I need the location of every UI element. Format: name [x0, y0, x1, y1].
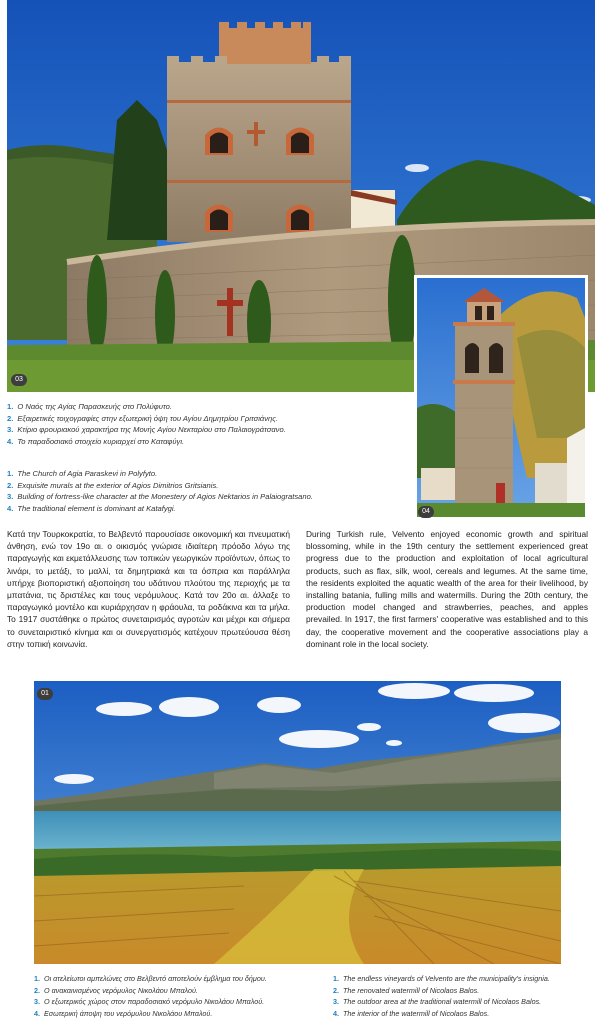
caption-item: 1. The endless vineyards of Velvento are the municipality's insignia. [333, 974, 550, 983]
caption-item: 3. The outdoor area at the traditional watermill of Nicolaos Balos. [333, 997, 542, 1007]
photo-number-badge: 03 [11, 374, 27, 386]
captions-greek-bottom [34, 973, 324, 1020]
caption-item: 2. The renovated watermill of Nicolaos Balos. [333, 985, 480, 995]
captions-english-bottom [333, 973, 591, 1020]
caption-item: 4. The interior of the watermill of Nicolaos Balos. [333, 1009, 490, 1019]
caption-item: 2. Exquisite murals at the exterior of Agios Dimitrios Gritsianis. [7, 480, 219, 490]
vineyards-lake-photo [34, 681, 561, 964]
body-text-english: During Turkish rule, Velvento enjoyed economic growth and spiritual blossoming, while in the 19th century the settlement experienced great progress due to the production and exploitation of local agricultural products, such as flax, silk, wool, cereals and legumes. At the same time, the residents exploited the aquatic wealth of the area for their livelihood, by installing batania, fulling mills and watermills. During the 20th century, the production model changed and strawberries, peaches, and apples prevailed. In 1917, the first farmers' cooperative was established and to this day, the cooperative movement and the cooperative associations play a dominant role in the local society. [306, 529, 588, 649]
captions-english-top [7, 468, 412, 515]
caption-item: 1. Οι ατελείωτοι αμπελώνες στο Βελβεντό αποτελούν έμβλημα του δήμου. [34, 974, 267, 983]
body-text-greek: Κατά την Τουρκοκρατία, το Βελβεντό παρουσίασε οικονομική και πνευματική άνθηση, ενώ τον 19ο αι. ο οικισμός γνώρισε ιδιαίτερη πρόοδο λόγω της παραγωγής και εκμετάλλευσης των τοπικών γεωργικών προϊόντων, όπως το λινάρι, το μετάξι, το μαλλί, τα δημητριακά και τα όσπρια και παράλληλα υπήρχε βιοποριστική αξιοποίηση του υδάτινου πλούτου της περιοχής με τα μπατάνια, τις δριστέλες και τους νερόμυλους. Κατά τον 20ο αι. άλλαξε το παραγωγικό μοντέλο και κυριάρχησαν η φράουλα, τα ροδάκινα και τα μήλα. Το 1917 συστάθηκε ο πρώτος συνεταιρισμός αγροτών και μέχρι και σήμερα το συνεταιριστικό κίνημα και οι συνεργατισμός κατέχουν πρωτεύουσα θέση στην τοπική κοινωνία. [7, 529, 290, 649]
caption-item: 1. Ο Ναός της Αγίας Παρασκευής στο Πολύφυτο. [7, 402, 172, 411]
photo-number-badge: 01 [37, 688, 53, 700]
caption-item: 3. Building of fortress-like character at the Monestery of Agios Nektarios in Palaiogratsano. [7, 492, 313, 502]
caption-item: 3. Κτίριο φρουριακού χαρακτήρα της Μονής Αγίου Νεκταρίου στο Παλαιογράτσανο. [7, 425, 286, 435]
caption-item: 2. Εξαιρετικές τοιχογραφίες στην εξωτερική όψη του Αγίου Δημητρίου Γριτσιάνης. [7, 413, 279, 423]
caption-item: 4. Το παραδοσιακό στοιχείο κυριαρχεί στο Καταφύγι. [7, 437, 185, 447]
photo-number-badge: 04 [418, 506, 434, 518]
captions-greek-top [7, 401, 412, 448]
caption-item: 3. Ο εξωτερικός χώρος στον παραδοσιακό νερόμυλο Νικολάου Μπαλού. [34, 997, 265, 1007]
caption-item: 1. The Church of Agia Paraskevi in Polyfyto. [7, 469, 158, 478]
caption-item: 4. The traditional element is dominant at Katafygi. [7, 504, 176, 514]
caption-item: 2. Ο ανακαινισμένος νερόμυλος Νικολάου Μπαλού. [34, 985, 198, 995]
bell-tower-photo [414, 275, 588, 520]
caption-item: 4. Εσωτερική άποψη του νερόμυλου Νικολάου Μπαλού. [34, 1009, 213, 1019]
